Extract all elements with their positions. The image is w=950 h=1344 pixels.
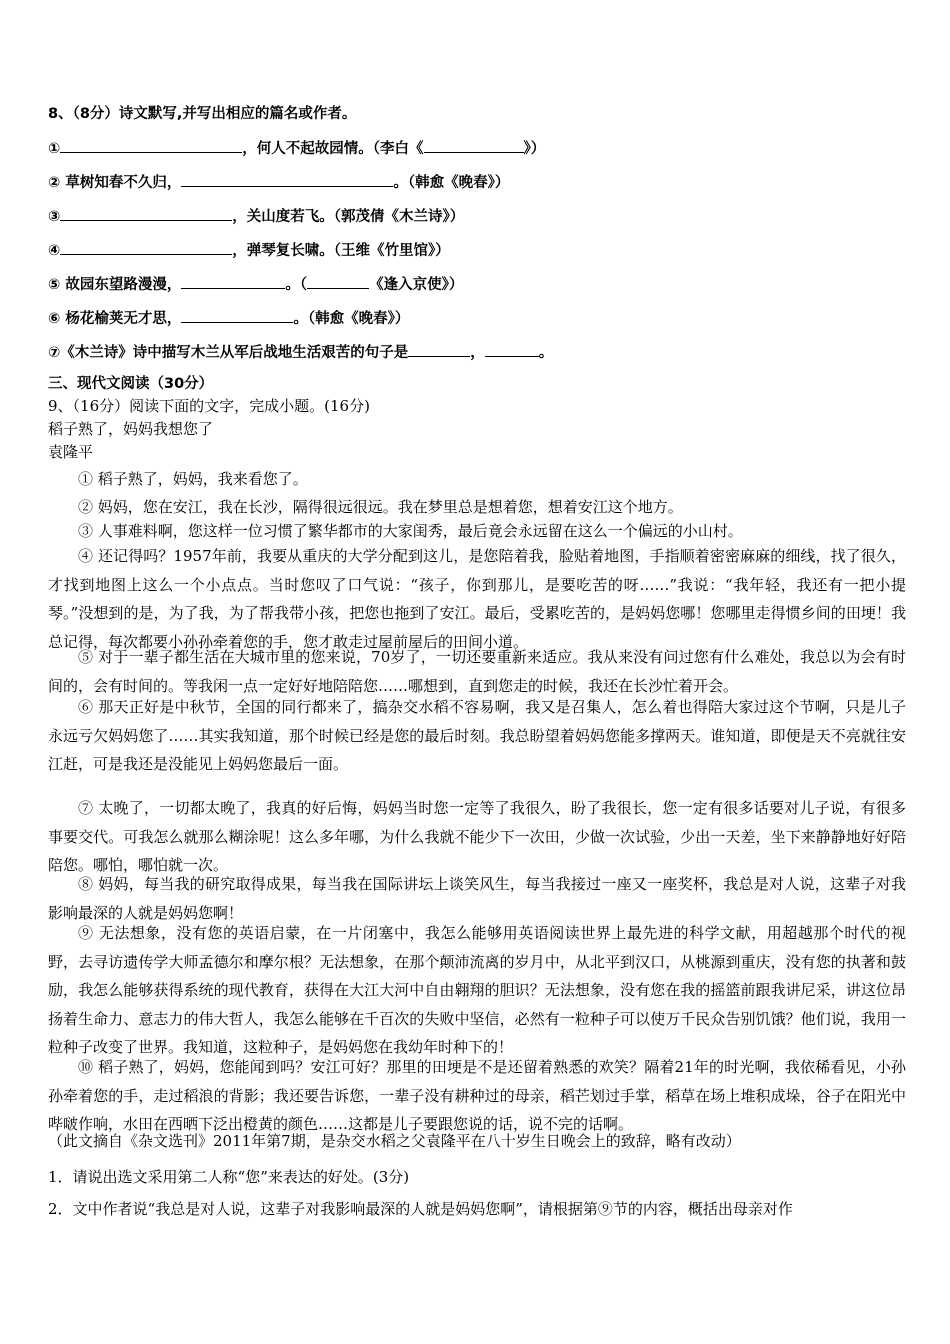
answer-blank[interactable] [307,273,369,289]
q8-line-4-prefix: ④ [48,243,61,259]
paragraph-5: ⑤ 对于一辈子都生活在大城市里的您来说，70岁了，一切还要重新来适应。我从来没有问过您有什么难处，我总以为会有时间的，会有时间的。等我闲一点一定好好地陪陪您……哪想到，直到您走的时候，我还在长沙忙着开会。 [48,648,906,695]
paragraph-3: ③ 人事难料啊，您这样一位习惯了繁华都市的大家闺秀，最后竟会永远留在这么一个偏远的小山村。 [78,522,743,540]
answer-blank[interactable] [181,273,285,289]
q8-line-3-prefix: ③ [48,209,61,225]
answer-blank[interactable] [60,137,242,153]
sub-question-2: 2．文中作者说“我总是对人说，这辈子对我影响最深的人就是妈妈您啊”，请根据第⑨节的内容，概括出母亲对作 [48,1200,793,1218]
q8-line-4 [48,239,910,261]
answer-blank[interactable] [485,341,539,357]
q8-line-2 [48,171,910,193]
q8-line-2-prefix: ② 草树知春不久归， [48,175,182,191]
q8-line-4-mid: ，弹琴复长啸。（王维《竹里馆》） [232,243,450,259]
paragraph-1: ① 稻子熟了，妈妈，我来看您了。 [78,470,308,488]
article-author: 袁隆平 [48,443,94,461]
answer-blank[interactable] [181,171,393,187]
q8-line-3 [48,205,910,227]
q8-line-6-mid: 。（韩愈《晚春》） [293,311,410,327]
q8-line-5-suffix: 《逢入京使》） [369,277,464,293]
q8-line-1 [48,137,910,159]
q8-line-5 [48,273,910,295]
q8-line-5-mid: 。（ [285,277,308,293]
q8-line-5-prefix: ⑤ 故园东望路漫漫， [48,277,182,293]
paragraph-6: ⑥ 那天正好是中秋节，全国的同行都来了，搞杂交水稻不容易啊，我又是召集人，怎么着也得陪大家过这个节啊，只是儿子永远亏欠妈妈您了……其实我知道，那个时候已经是您的最后时刻。我总盼望着妈妈您能多撑两天。谁知道，即便是天不亮就往安江赶，可是我还是没能见上妈妈您最后一面。 [48,698,906,773]
paragraph-10: ⑩ 稻子熟了，妈妈，您能闻到吗？安江可好？那里的田埂是不是还留着熟悉的欢笑？隔着21年的时光啊，我依稀看见，小孙孙牵着您的手，走过稻浪的背影；我还要告诉您，一辈子没有耕种过的母亲，稻芒划过手掌，稻草在场上堆积成垛，谷子在阳光中哔啵作响，水田在西晒下泛出橙黄的颜色……这都是儿子要跟您说的话，说不完的话啊。 [48,1058,906,1133]
q8-line-1-suffix: 》） [523,141,546,157]
q8-line-7-mid: ， [470,345,485,361]
q8-line-2-mid: 。（韩愈《晚春》） [393,175,510,191]
q8-line-7-prefix: ⑦《木兰诗》诗中描写木兰从军后战地生活艰苦的句子是 [48,345,409,361]
article-title: 稻子熟了，妈妈我想您了 [48,420,214,438]
paragraph-4: ④ 还记得吗？1957年前，我要从重庆的大学分配到这儿，是您陪着我，脸贴着地图，手指顺着密密麻麻的细线，找了很久，才找到地图上这么一个小点点。当时您叹了口气说：“孩子，你到那儿，是要吃苦的呀……”我说：“我年轻，我还有一把小提琴。”没想到的是，为了我，为了帮我带小孩，把您也拖到了安江。最后，受累吃苦的，是妈妈您哪！您哪里走得惯乡间的田埂！我总记得，每次都要小孙孙牵着您的手，您才敢走过屋前屋后的田间小道。 [48,547,906,651]
q8-line-7-suffix: 。 [538,345,554,361]
answer-blank[interactable] [60,239,232,255]
paragraph-7: ⑦ 太晚了，一切都太晚了，我真的好后悔，妈妈当时您一定等了我很久，盼了我很长，您一定有很多话要对儿子说，有很多事要交代。可我怎么就那么糊涂呢！这么多年哪，为什么我就不能少下一次田，少做一次试验，少出一天差，坐下来静静地好好陪陪您。哪怕，哪怕就一次。 [48,799,906,874]
answer-blank[interactable] [181,307,293,323]
paragraph-8: ⑧ 妈妈，每当我的研究取得成果，每当我在国际讲坛上谈笑风生，每当我接过一座又一座奖杯，我总是对人说，这辈子对我影响最深的人就是妈妈您啊！ [48,875,906,922]
q9-title: 9、（16分）阅读下面的文字，完成小题。(16分) [48,397,370,415]
answer-blank[interactable] [408,341,470,357]
q8-line-1-prefix: ① [48,141,61,157]
q8-line-7 [48,341,910,363]
answer-blank[interactable] [424,137,524,153]
sub-question-1: 1．请说出选文采用第二人称“您”来表达的好处。(3分) [48,1168,410,1186]
paragraph-2: ② 妈妈，您在安江，我在长沙，隔得很远很远。我在梦里总是想着您，想着安江这个地方。 [78,498,683,516]
paragraph-9: ⑨ 无法想象，没有您的英语启蒙，在一片闭塞中，我怎么能够用英语阅读世界上最先进的科学文献，用超越那个时代的视野，去寻访遗传学大师孟德尔和摩尔根？无法想象，在那个颠沛流离的岁月中，从北平到汉口，从桃源到重庆，没有您的执著和鼓励，我怎么能够获得系统的现代教育，获得在大江大河中自由翱翔的胆识？无法想象，没有您在我的摇篮前跟我讲尼采，讲这位昂扬着生命力、意志力的伟大哲人，我怎么能够在千百次的失败中坚信，必然有一粒种子可以使万千民众告别饥饿？他们说，我用一粒种子改变了世界。我知道，这粒种子，是妈妈您在我幼年时种下的！ [48,924,906,1056]
q8-line-3-mid: ，关山度若飞。（郭茂倩《木兰诗》） [232,209,465,225]
q8-line-6 [48,307,910,329]
answer-blank[interactable] [60,205,232,221]
q8-title: 8、（8分）诗文默写,并写出相应的篇名或作者。 [48,106,357,122]
section-heading: 三、现代文阅读（30分） [48,376,214,392]
source-note: （此文摘自《杂文选刊》2011年第7期，是杂交水稻之父袁隆平在八十岁生日晚会上的致辞，略有改动） [48,1132,741,1150]
q8-line-6-prefix: ⑥ 杨花榆荚无才思， [48,311,182,327]
q8-line-1-mid: ，何人不起故园情。（李白《 [242,141,424,157]
